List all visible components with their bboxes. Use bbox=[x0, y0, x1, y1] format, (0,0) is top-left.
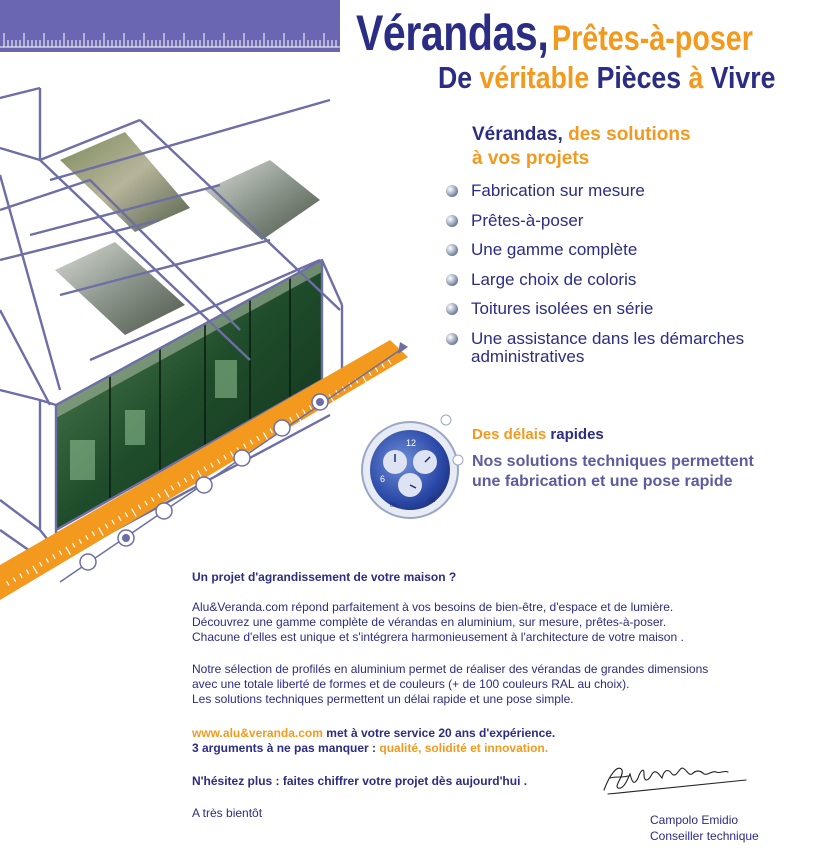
delays-heading bbox=[472, 426, 604, 443]
promo-line2-navy: 3 arguments à ne pas manquer : bbox=[192, 741, 380, 755]
page-subtitle bbox=[438, 60, 775, 96]
letter-closing: A très bientôt bbox=[192, 806, 263, 820]
letter-question: Un projet d'agrandissement de votre maison ? bbox=[192, 570, 457, 584]
signer-name: Campolo Emidio bbox=[650, 813, 739, 827]
letter-promo bbox=[192, 726, 555, 756]
feature-label: Large choix de coloris bbox=[471, 269, 637, 289]
delays-text-line-2: une fabrication et une pose rapide bbox=[472, 473, 733, 490]
feature-label: Prêtes-à-poser bbox=[471, 210, 584, 230]
feature-label: Fabrication sur mesure bbox=[471, 181, 645, 200]
list-item bbox=[446, 241, 811, 259]
clock-label-6: 6 bbox=[380, 474, 386, 484]
page-title bbox=[356, 4, 753, 62]
bullet-icon bbox=[446, 215, 458, 227]
subtitle-part-2: véritable bbox=[479, 60, 590, 95]
letter-paragraph-1 bbox=[192, 600, 684, 645]
title-main: Vérandas, bbox=[356, 5, 549, 61]
clock-label-0h: 0h bbox=[390, 503, 397, 509]
ruler-banner bbox=[0, 0, 340, 52]
clock-icon bbox=[358, 412, 468, 522]
feature-label: Une assistance dans les démarches administratives bbox=[471, 328, 745, 366]
bullet-icon bbox=[446, 274, 458, 286]
solutions-heading-navy: Vérandas, bbox=[472, 124, 563, 145]
clock-label-12: 12 bbox=[406, 438, 417, 448]
delays-text bbox=[472, 452, 754, 492]
list-item bbox=[446, 300, 811, 318]
list-item bbox=[446, 271, 811, 289]
promo-url-link[interactable]: www.alu&veranda.com bbox=[192, 726, 323, 740]
subtitle-part-1: De bbox=[438, 60, 480, 95]
subtitle-part-5: Vivre bbox=[703, 60, 776, 95]
bullet-icon bbox=[446, 244, 458, 256]
feature-list bbox=[446, 182, 811, 377]
signer-role: Conseiller technique bbox=[650, 829, 759, 843]
clock-label-0e: 0E bbox=[428, 498, 436, 504]
paragraph-line: Les solutions techniques permettent un délai rapide et une pose simple. bbox=[192, 692, 574, 706]
feature-label: Une gamme complète bbox=[471, 240, 638, 259]
promo-text: met à votre service 20 ans d'expérience. bbox=[322, 726, 556, 740]
letter-call-to-action: N'hésitez plus : faites chiffrer votre projet dès aujourd'hui . bbox=[192, 774, 528, 788]
solutions-heading-orange-2: à vos projets bbox=[472, 148, 590, 169]
delays-heading-navy: rapides bbox=[550, 426, 604, 443]
paragraph-line: avec une totale liberté de formes et de couleurs (+ de 100 couleurs RAL au choix). bbox=[192, 677, 630, 691]
solutions-heading-orange-1: des solutions bbox=[568, 124, 691, 145]
letter-paragraph-2 bbox=[192, 662, 708, 707]
bullet-icon bbox=[446, 333, 458, 345]
title-sub: Prêtes-à-poser bbox=[551, 19, 753, 58]
paragraph-line: Notre sélection de profilés en aluminium permet de réaliser des vérandas de grandes dimensions bbox=[192, 662, 709, 676]
list-item bbox=[446, 182, 811, 200]
solutions-heading bbox=[472, 123, 691, 171]
promo-line2-orange: qualité, solidité et innovation. bbox=[379, 741, 549, 755]
delays-text-line-1: Nos solutions techniques permettent bbox=[472, 453, 754, 470]
subtitle-part-4: à bbox=[688, 60, 704, 95]
feature-label: Toitures isolées en série bbox=[471, 299, 654, 318]
subtitle-part-3: Pièces bbox=[589, 60, 689, 95]
paragraph-line: Découvrez une gamme complète de vérandas en aluminium, sur mesure, prêtes-à-poser. bbox=[192, 615, 667, 629]
paragraph-line: Alu&Veranda.com répond parfaitement à vos besoins de bien-être, d'espace et de lumière. bbox=[192, 600, 674, 614]
handwritten-signature bbox=[600, 756, 750, 800]
bullet-icon bbox=[446, 303, 458, 315]
delays-heading-orange: Des délais bbox=[472, 426, 547, 443]
list-item bbox=[446, 212, 811, 230]
paragraph-line: Chacune d'elles est unique et s'intégrera harmonieusement à l'architecture de votre maison . bbox=[192, 630, 684, 644]
signer-block bbox=[650, 812, 759, 844]
veranda-illustration bbox=[0, 60, 420, 600]
bullet-icon bbox=[446, 185, 458, 197]
list-item bbox=[446, 330, 811, 366]
